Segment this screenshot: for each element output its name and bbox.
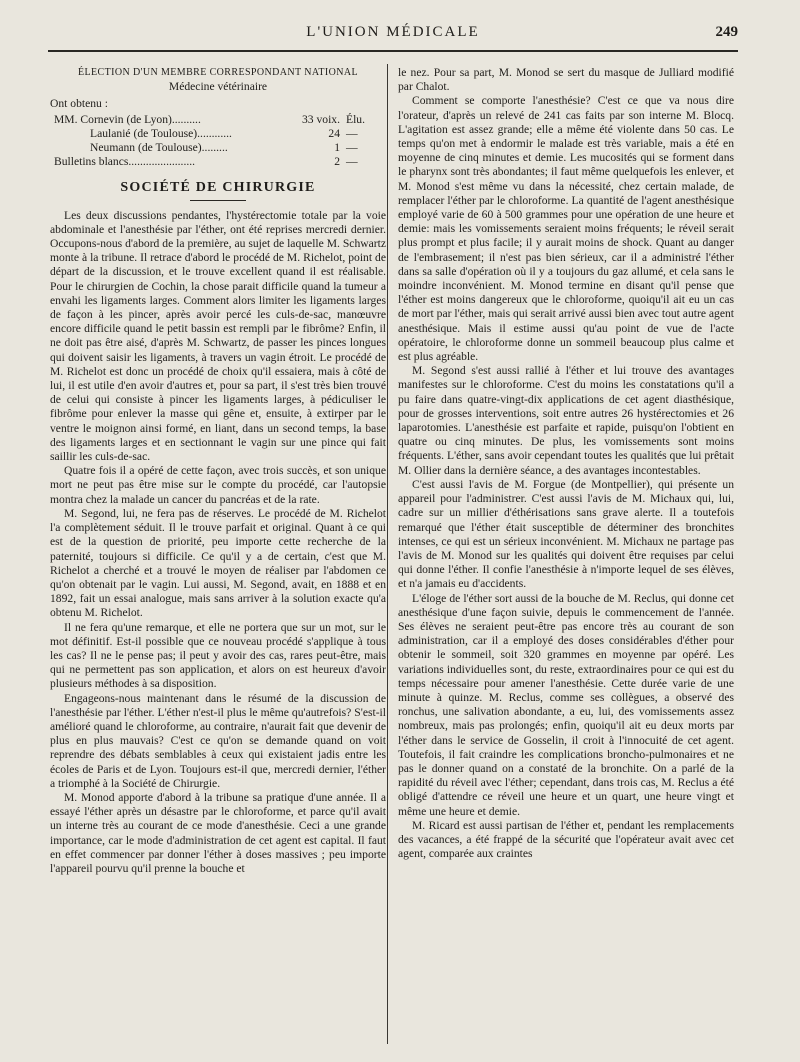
paragraph: le nez. Pour sa part, M. Monod se sert du masque de Julliard modifié par Chalot. (398, 66, 734, 94)
paragraph: Comment se comporte l'anesthésie? C'est ce que va nous dire l'orateur, d'après un relevé de 241 cas faits par son interne M. Blocq. L'agitation est assez grande; elle a même été violente dans 50 cas. Le temps qu'on met à endormir le malade est très variable, mais a été en moyenne de cinq minutes et demie. Les mucosités qui se forment dans le pharynx sont très abondantes; il faut même quelquefois les enlever, et M. Monod s'est même vu dans la nécessité, chez certain malade, de remplacer l'éther par le chloroforme. La quantité de l'agent anesthésique employé varie de 60 à 500 grammes pour une opération de une heure et demie: mais les vomissements seraient moins fréquents; le réveil serait plus prompt et plus facile; il y aurait moins de shock. Quant au danger de l'embrasement; il n'est pas bien sérieux, car il a administré l'éther dans sa salle d'opération où il y a toujours du gaz allumé, et cela sans le moindre inconvénient. M. Monod termine en disant qu'il pense que l'éther est moins dangereux que le chloroforme, quoiqu'il ait eu un cas de mort par l'éther, mais qui serait arrivé aussi bien avec tout autre agent anesthésique. Mais il estime aussi qu'au point de vue de l'acte opératoire, le chloroforme donne un sommeil beaucoup plus calme et est plus agréable. (398, 94, 734, 364)
vote-name: Bulletins blancs....................... (54, 155, 196, 169)
paragraph: M. Segond s'est aussi rallié à l'éther et lui trouve des avantages manifestes sur le chloroforme. C'est du moins les constatations qu'il a pu faire dans quatre-vingt-dix applications de cet agent diasthésique, pour de grosses interventions, soit entre autres 26 hystérectomies et 26 laparotomies. L'anesthésie est parfaite et rapide, puisqu'on l'obtient en quatre ou cinq minutes. De plus, les vomissements sont moins fréquents. L'éther, sans avoir cependant toutes les qualités que lui prêtait M. Ollier dans la dernière séance, a des avantages incontestables. (398, 364, 734, 477)
running-title: L'UNION MÉDICALE (306, 24, 480, 40)
vote-row (50, 155, 386, 169)
vote-note: Élu. (346, 112, 365, 126)
vote-name: MM. Cornevin (de Lyon).......... (54, 112, 201, 126)
vote-note: — (346, 155, 358, 169)
vote-row (50, 127, 386, 141)
paragraph: M. Segond, lui, ne fera pas de réserves. Le procédé de M. Richelot l'a complètement séduit. Il le trouve parfait et original. Quant à ce qui est de la question de priorité, peu importe cette recherche de la paternité, toujours si difficile. Ce qu'il y a de certain, c'est que M. Richelot a cherché et a trouvé le moyen de réaliser par l'abdomen ce qu'on obtenait par le vagin. Lui aussi, M. Segond, avait, en 1888 et en 1892, fait un essai analogue, mais sans arriver à la solution exacte qu'a obtenu M. Richelot. (50, 506, 386, 620)
election-subtitle: Médecine vétérinaire (168, 80, 268, 94)
vote-count: 24 (328, 126, 340, 140)
vote-count: 2 (334, 155, 340, 169)
paragraph: M. Monod apporte d'abord à la tribune sa pratique d'une année. Il a essayé l'éther après un désastre par le chloroforme, et parce qu'il avait un interne très au courant de ce mode d'anesthésie. Ceci a une grande importance, car le mode d'administration de cet agent est capital. Il faut en effet commencer par donner l'éther à doses massives ; peu importe l'appareil pourvu qu'il prenne la bouche et (50, 790, 386, 875)
left-column (50, 66, 386, 876)
paragraph: Les deux discussions pendantes, l'hystérectomie totale par la voie abdominale et l'anesthésie par l'éther, ont été reprises mercredi dernier. Occupons-nous d'abord de la première, au sujet de laquelle M. Schwartz monte à la tribune. Il retrace d'abord le procédé de M. Richelot, point de départ de la discussion, et le trouve excellent quand il est réalisable. Pour le chirurgien de Cochin, la chose parait difficile quand la tumeur a envahi les ligaments larges. Comment alors limiter les ligaments larges de façon à les pincer, après avoir percé les culs-de-sac, manœuvre encore difficile quand le petit bassin est rempli par le fibrôme? Enfin, il ne doit pas être aisé, d'après M. Schwartz, de passer les pinces longues qui doivent saisir les ligaments, à travers un vagin étroit. Le procédé de M. Richelot est donc un procédé de choix qu'il essaiera, mais à côté de lui, il est utile d'en avoir d'autres et, pour sa part, il s'est très bien trouvé de celui qui consiste à pincer les ligaments larges, à pédiculiser le fibrôme pour enlever la masse qui gêne et, ensuite, à extirper par le ventre le moignon ainsi formé, en liant, dans un second temps, la base des ligaments larges et en sectionnant le vagin sur une pince qui fait saillir les culs-de-sac. (50, 208, 386, 464)
column-divider (387, 64, 388, 1044)
paragraph: L'éloge de l'éther sort aussi de la bouche de M. Reclus, qui donne cet anesthésique d'une façon suivie, depuis le commencement de l'année. Ses élèves ne seraient peut-être pas encore très au courant de son administration, car il a employé des doses considérables d'éther pour obtenir le sommeil, soit 320 grammes en moyenne par opéré. Les variations individuelles sont, du reste, extraordinaires pour ce qui est du temps nécessaire pour amener l'anesthésie. Cette durée varie de une minute à quinze. M. Reclus, comme ses collègues, a observé des ronchus, une salivation abondante, a eu, lui, des vomissements assez nombreux, mais pas prolongés; enfin, quoiqu'il ait eu deux morts par l'éther dans le service de Gosselin, il croit à l'innocuité de cet agent. Toutefois, il fait craindre les complications broncho-pulmonaires et ne pas le donner quand on a constaté de la bronchite. On a parlé de la rapidité du réveil avec l'éther; cependant, dans trois cas, M. Reclus a été obligé d'attendre ce réveil une heure et un quart, une heure vingt et même une heure et demie. (398, 591, 734, 818)
vote-note: — (346, 126, 358, 140)
election-intro: Ont obtenu : (50, 97, 108, 111)
page-header (48, 22, 738, 48)
left-body (50, 209, 386, 877)
paragraph: M. Ricard est aussi partisan de l'éther et, pendant les remplacements des vacances, a été frappé de la sécurité que l'opérateur avait avec cet agent, comparée aux craintes (398, 818, 734, 861)
section-title: SOCIÉTÉ DE CHIRURGIE (120, 180, 316, 196)
paragraph: C'est aussi l'avis de M. Forgue (de Montpellier), qui présente un appareil pour l'administrer. C'est aussi l'avis de M. Michaux qui, lui, cadre sur un millier d'éthérisations sans grave alerte. Il a toutefois remarqué que l'éther était susceptible de déterminer des bronchites intenses, ce qui est un sérieux inconvénient. M. Michaux ne partage pas l'avis de M. Monod sur les qualités qui doivent être requises par celui qui donne l'éther. Il confie l'anesthésie à n'importe lequel de ses élèves, et n'a jamais eu d'accidents. (398, 477, 734, 591)
vote-name: Laulanié (de Toulouse)............ (90, 126, 232, 140)
header-rule (48, 50, 738, 52)
vote-note: — (346, 141, 358, 155)
vote-row (50, 113, 386, 127)
election-block (50, 66, 386, 169)
vote-name: Neumann (de Toulouse)......... (90, 141, 228, 155)
vote-row (50, 141, 386, 155)
section-rule (190, 200, 246, 201)
page-number: 249 (715, 24, 738, 40)
paragraph: Il ne fera qu'une remarque, et elle ne portera que sur un mot, sur le mot définitif. Est-il possible que ce nouveau procédé s'applique à tous les cas? Il ne le pense pas; il peut y avoir des cas, rares peut-être, mais qui ne permettent pas son application, et alors on est heureux d'avoir plusieurs méthodes à sa disposition. (50, 620, 386, 691)
paragraph: Engageons-nous maintenant dans le résumé de la discussion de l'anesthésie par l'éther. L'éther n'est-il plus le même qu'autrefois? S'est-il amélioré quand le chloroforme, au contraire, n'aurait fait que devenir de plus en plus mauvais? C'est ce qu'on se demande quand on voit reprendre des débats semblables à ceux qui existaient jadis entre les écoles de Paris et de Lyon. Toujours est-il que, mercredi dernier, l'éther a triomphé à la Société de Chirurgie. (50, 691, 386, 790)
election-title: ÉLECTION D'UN MEMBRE CORRESPONDANT NATIONAL (78, 67, 358, 78)
right-column (398, 66, 734, 861)
vote-count: 33 voix. (301, 112, 340, 126)
vote-count: 1 (334, 141, 340, 155)
paragraph: Quatre fois il a opéré de cette façon, avec trois succès, et son unique mort ne peut pas être mise sur le compte du procédé, car l'autopsie montra chez la malade un cancer du pancréas et de la rate. (50, 464, 386, 506)
